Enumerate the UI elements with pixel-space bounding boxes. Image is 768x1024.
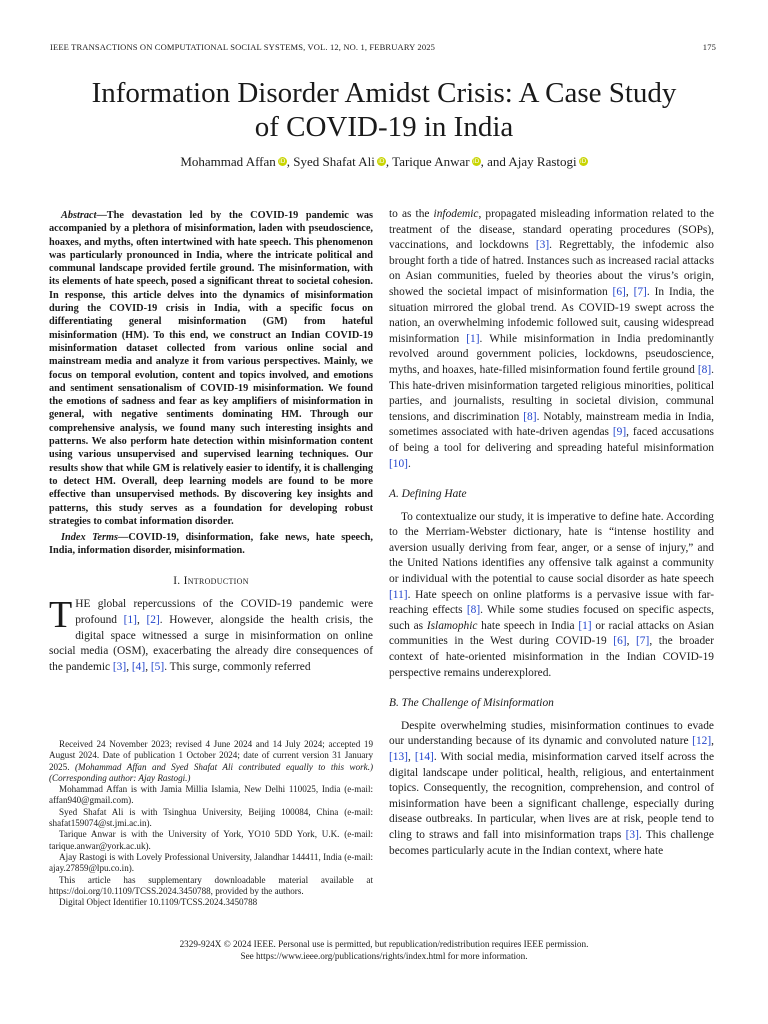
citation-link[interactable]: [2] — [146, 613, 160, 626]
footnote-affiliation: Syed Shafat Ali is with Tsinghua University, Beijing 100084, China (e-mail: shafat159074@st.jmi.ac.in). — [49, 806, 373, 829]
text-run: . In India, the situation mirrored the global trend. As COVID-19 swept across the nation, an overwhelming infodemic followed suit, causing widespread misinformation — [389, 285, 715, 345]
text-run: . This challenge becomes particularly acute in the Indian context, where hate — [389, 828, 714, 857]
author-name: Syed Shafat Ali — [293, 154, 375, 169]
section-title: Introduction — [183, 574, 249, 587]
title-line-2: of COVID-19 in India — [254, 111, 514, 143]
citation-link[interactable]: [1] — [466, 332, 480, 345]
text-run: Despite overwhelming studies, misinformation continues to evade our understanding because of its dynamic and convoluted nature — [389, 719, 714, 748]
text-run: , — [625, 285, 634, 298]
author-name: Tarique Anwar — [392, 154, 470, 169]
citation-link[interactable]: [11] — [389, 588, 408, 601]
journal-name: IEEE TRANSACTIONS ON COMPUTATIONAL SOCIAL SYSTEMS, VOL. 12, NO. 1, FEBRUARY 2025 — [50, 42, 436, 52]
citation-link[interactable]: [4] — [131, 660, 146, 673]
text-run: hate speech in India — [477, 619, 579, 632]
page-number: 175 — [702, 42, 716, 52]
text-run: , — [126, 660, 132, 673]
text-run: to as the — [389, 208, 434, 220]
paper-title — [40, 76, 728, 144]
citation-link[interactable]: [3] — [112, 660, 127, 673]
footnote-received — [49, 739, 373, 784]
orcid-icon[interactable]: iD — [279, 158, 286, 165]
text-run: . Regrettably, the infodemic also brought forth a tide of hatred. Instances such as increased racial attacks on Asian communities, fueled by theories about the virus’s origin, showed the societal impact of misinformation — [389, 239, 714, 298]
section-heading — [49, 574, 373, 590]
citation-link[interactable]: [9] — [612, 426, 627, 439]
citation-link[interactable]: [3] — [625, 828, 639, 841]
index-terms-text: —COVID-19, disinformation, fake news, hate speech, India, information disorder, misinformation. — [49, 532, 373, 557]
citation-link[interactable]: [1] — [578, 619, 592, 632]
citation-link[interactable]: [1] — [123, 613, 137, 626]
text-run: , — [145, 660, 151, 673]
citation-link[interactable]: [3] — [535, 239, 550, 252]
text-run: . This hate-driven misinformation targeted religious minorities, political parties, and journalists, resulting in societal division, communal tensions, and discrimination — [389, 363, 714, 423]
citation-link[interactable]: [7] — [636, 635, 650, 648]
index-terms — [49, 531, 373, 558]
intro-paragraph — [49, 594, 374, 675]
orcid-icon[interactable]: iD — [378, 158, 385, 165]
citation-link[interactable]: [8] — [523, 410, 537, 423]
footnote-affiliation: Ajay Rastogi is with Lovely Professional University, Jalandhar 144411, India (e-mail: ajay.27859@lpu.co.in). — [49, 851, 373, 874]
footnotes — [49, 739, 373, 908]
text-run: Islamophic — [426, 619, 478, 632]
citation-link[interactable]: [10] — [389, 457, 408, 470]
section-numeral: I. — [173, 574, 184, 587]
subsection-heading: A. Defining Hate — [389, 488, 467, 501]
text-run: . — [407, 457, 411, 470]
text-run: . Notably, mainstream media in India, sometimes associated with hate-driven agendas — [389, 410, 714, 439]
citation-link[interactable]: [6] — [612, 285, 626, 298]
copyright-line: 2329-924X © 2024 IEEE. Personal use is permitted, but republication/redistribution requires IEEE permission. — [179, 939, 589, 949]
author-separator: , and — [480, 154, 509, 169]
misinformation-challenge-paragraph — [389, 719, 714, 859]
rights-link-line: See https://www.ieee.org/publications/rights/index.html for more information. — [240, 951, 528, 961]
citation-link[interactable]: [12] — [692, 735, 712, 748]
text-run: (Mohammad Affan and Syed Shafat Ali contributed equally to this work.) (Corresponding author: Ajay Rastogi.) — [49, 761, 373, 783]
abstract-text: —The devastation led by the COVID-19 pandemic was accompanied by a plethora of misinformation, laden with pseudoscience, hoaxes, and myths, often intertwined with hate speech. This phenomenon was particularly pronounced in India, where the intricate political and communal landscape provided fertile ground. The misinformation, with its elements of hate speech, posed a significant threat to societal cohesion. In response, this article delves into the dynamics of misinformation during the COVID-19 crisis in India, with a specific focus on differentiating general misinformation (GM) from hateful misinformation (HM). To this end, we construct an Indian COVID-19 misinformation dataset collected from various online social and mainstream media and analyze it from various perspectives. Mainly, we focus on temporal evolution, content and topics involved, and emotions and sentiment sensationalism of COVID-19 misinformation. We found the emotions of sadness and fear as key amplifiers of misinformation in general, with negative sentiments dominating HM. Through our comprehensive analysis, we found many such interesting insights and patterns. We also perform hate detection within misinformation content using various unsupervised and supervised learning techniques. Our results show that while GM is relatively easier to identify, it is challenging to detect HM. Overall, deep learning models are found to be more effective than unsupervised methods. By discovering key insights and patterns, this study serves as a foundation for developing robust strategies to combat information disorder. — [49, 210, 373, 527]
text-run: , — [626, 635, 637, 648]
citation-link[interactable]: [14] — [414, 751, 434, 763]
citation-link[interactable]: [6] — [613, 635, 627, 648]
author-separator: , — [286, 154, 294, 169]
citation-link[interactable]: [8] — [466, 604, 481, 617]
citation-link[interactable]: [5] — [150, 660, 165, 673]
orcid-icon[interactable]: iD — [580, 158, 587, 165]
right-column — [389, 207, 714, 859]
intro-paragraph-continued — [389, 207, 714, 472]
subsection-heading: B. The Challenge of Misinformation — [389, 697, 554, 710]
text-run: , propagated misleading information related to the treatment of the disease, standard operating procedures (SOPs), vaccinations, and lockdowns — [389, 208, 714, 252]
text-run: , — [407, 751, 415, 763]
left-column — [49, 209, 373, 675]
text-run: , — [136, 613, 147, 626]
text-run: or racial attacks on Asian communities in the West during COVID-19 — [389, 619, 714, 648]
abstract-label: Abstract — [61, 210, 97, 221]
text-run: . While some studies focused on specific aspects, such as — [389, 604, 714, 632]
text-run: . However, alongside the health crisis, the digital space witnessed a surge in misinformation on online social media (OSM), exacerbating the already dire consequences of the pandemic — [49, 613, 374, 673]
citation-link[interactable]: [7] — [633, 285, 647, 298]
orcid-icon[interactable]: iD — [472, 158, 480, 165]
defining-hate-paragraph — [389, 510, 714, 682]
title-line-1: Information Disorder Amidst Crisis: A Case Study — [91, 77, 677, 109]
text-run: . While misinformation in India predominantly revolved around government policies, lockdowns, pseudoscience, myths, and hoaxes, hate-filled misinformation found fertile ground — [389, 332, 714, 376]
citation-link[interactable]: [13] — [389, 751, 408, 763]
author-list — [40, 154, 728, 170]
text-run: , the broader context of hate-oriented misinformation in the Indian COVID-19 perspective remains underexplored. — [389, 635, 714, 679]
text-run: To contextualize our study, it is imperative to define hate. According to the Merriam-Webster dictionary, hate is “intense hostility and aversion usually deriving from fear, anger, or a sense of injury,” and the United Nations identifies any offensive talk against a community or individual with the potential to cause social disorder as hate speech — [389, 510, 714, 586]
text-run: , — [711, 735, 714, 748]
footnote-supplementary: This article has supplementary downloadable material available at https://doi.org/10.1109/TCSS.2024.3450788, provided by the authors. — [49, 874, 373, 896]
copyright-footer — [40, 938, 728, 962]
citation-link[interactable]: [8] — [697, 363, 712, 376]
footnote-doi: Digital Object Identifier 10.1109/TCSS.2024.3450788 — [59, 897, 258, 908]
text-run: infodemic — [433, 208, 479, 220]
text-run: . With social media, misinformation carved itself across the digital landscape under political, health, religious, and entertainment topics. Consequently, the recognition, comprehension, and control of misinformation have been a significant challenge, especially during disease outbreaks. In particular, when lives are at risk, people tend to cling to straws and fall into misinformation traps — [389, 751, 714, 841]
index-terms-label: Index Terms — [61, 532, 119, 544]
drop-cap: T — [49, 594, 73, 637]
text-run: . This surge, commonly referred — [164, 660, 311, 673]
footnote-affiliation: Mohammad Affan is with Jamia Millia Islamia, New Delhi 110025, India (e-mail: affan940@gmail.com). — [49, 784, 373, 806]
author-name: Mohammad Affan — [180, 154, 276, 169]
running-head — [50, 42, 716, 52]
text-run: HE global repercussions of the COVID-19 pandemic were profound — [75, 598, 373, 626]
text-run: , faced accusations of being a tool for delivering and spreading hateful misinformation — [389, 426, 714, 454]
text-run: Received 24 November 2023; revised 4 June 2024 and 14 July 2024; accepted 19 August 2024. Date of publication 1 October 2024; date of current version 31 January 2025. — [49, 739, 373, 772]
footnote-affiliation: Tarique Anwar is with the University of York, YO10 5DD York, U.K. (e-mail: tarique.anwar@york.ac.uk). — [49, 829, 373, 851]
author-separator: , — [385, 154, 393, 169]
abstract — [49, 209, 373, 528]
text-run: . Hate speech on online platforms is a pervasive issue with far-reaching effects — [389, 588, 714, 617]
author-name: Ajay Rastogi — [508, 154, 577, 169]
